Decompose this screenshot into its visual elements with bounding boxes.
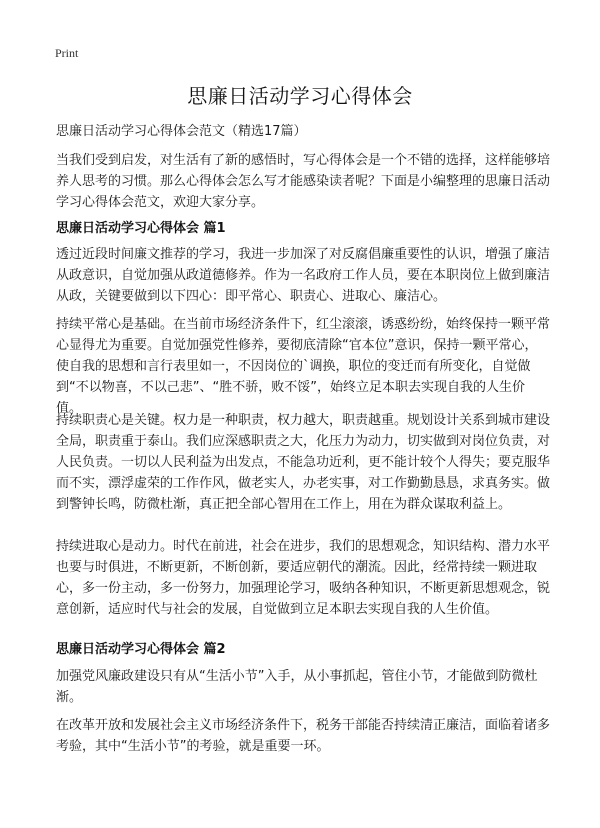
paragraph-text: 持续平常心是基础。在当前市场经济条件下，红尘滚滚，诱惑纷纷，始终保持一颗平常心显得尤为重要。自觉加强党性修养，要彻底清除“官本位”意识，保持一颗平常心，使自我的思想和言行表里如一，不因岗位的`调换，职位的变迁而有所变化，自觉做到“不以物喜，不以己悲”、“胜不骄，败不馁”，始终立足本职去实现自我的人生价值。 — [56, 317, 551, 416]
paragraph-text: 加强党风廉政建设只有从“生活小节”入手，从小事抓起，管住小节，才能做到防微杜渐。 — [56, 669, 538, 705]
section-1-paragraph-2 — [56, 314, 550, 419]
section-1-paragraph-4 — [56, 536, 550, 620]
section-heading-1: 思廉日活动学习心得体会 篇1 — [56, 221, 226, 236]
paragraph-text: 持续进取心是动力。时代在前进，社会在进步，我们的思想观念，知识结构、潜力水平也要与时俱进，不断更新，不断创新，要适应朝代的潮流。因此，经常持续一颗进取心，多一份主动，多一份努力，加强理论学习，吸纳各种知识，不断更新思想观念，锐意创新，适应时代与社会的发展，自觉做到立足本职去实现自我的人生价值。 — [56, 539, 551, 617]
print-label: Print — [55, 46, 79, 60]
paragraph-text: 透过近段时间廉文推荐的学习，我进一步加深了对反腐倡廉重要性的认识，增强了廉洁从政意识，自觉加强从政道德修养。作为一名政府工作人员，要在本职岗位上做到廉洁从政，关键要做到以下四心：即平常心、职责心、进取心、廉洁心。 — [56, 247, 551, 304]
section-2-paragraph-1 — [56, 666, 550, 708]
intro-text: 当我们受到启发，对生活有了新的感悟时，写心得体会是一个不错的选择，这样能够培养人思考的习惯。那么心得体会怎么写才能感染读者呢？下面是小编整理的思廉日活动学习心得体会范文，欢迎大家分享。 — [56, 153, 551, 210]
page-title: 思廉日活动学习心得体会 — [187, 84, 413, 108]
paragraph-text: 在改革开放和发展社会主义市场经济条件下，税务干部能否持续清正廉洁，面临着诸多考验，其中“生活小节”的考验，就是重要一环。 — [56, 718, 551, 754]
section-heading-2: 思廉日活动学习心得体会 篇2 — [56, 642, 226, 657]
subtitle: 思廉日活动学习心得体会范文（精选17篇） — [56, 124, 307, 139]
section-1-paragraph-1 — [56, 244, 550, 307]
paragraph-text: 持续职责心是关键。权力是一种职责，权力越大，职责越重。规划设计关系到城市建设全局，职责重于泰山。我们应深感职责之大，化压力为动力，切实做到对岗位负责，对人民负责。一切以人民利益为出发点，不能急功近利，更不能计较个人得失；要克服华而不实，漂浮虚荣的工作作风，做老实人，办老实事，对工作勤勤恳恳，求真务实。做到警钟长鸣，防微杜渐，真正把全部心智用在工作上，用在为群众谋取利益上。 — [56, 413, 551, 512]
section-1-paragraph-3 — [56, 410, 550, 515]
intro-paragraph — [56, 150, 550, 213]
section-2-paragraph-2 — [56, 715, 550, 757]
